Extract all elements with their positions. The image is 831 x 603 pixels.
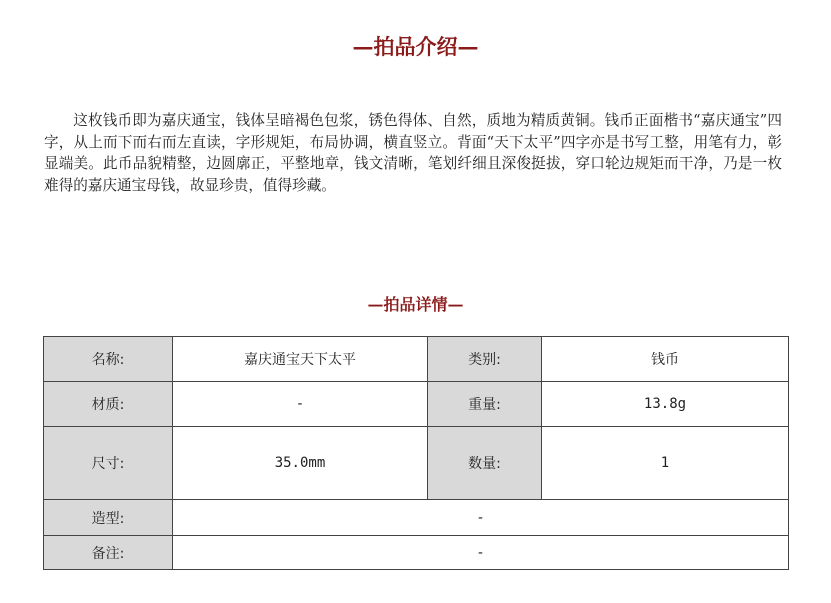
name-value: 嘉庆通宝天下太平: [173, 337, 428, 382]
quantity-value: 1: [542, 427, 789, 500]
size-label: 尺寸:: [44, 427, 173, 500]
table-row: [44, 427, 789, 500]
shape-label: 造型:: [44, 500, 173, 536]
category-value: 钱币: [542, 337, 789, 382]
notes-value: -: [173, 536, 789, 570]
details-table: [43, 336, 789, 570]
intro-heading: —拍品介绍—: [352, 34, 479, 59]
material-label: 材质:: [44, 382, 173, 427]
table-row: [44, 382, 789, 427]
size-value: 35.0mm: [173, 427, 428, 500]
table-row: [44, 536, 789, 570]
notes-label: 备注:: [44, 536, 173, 570]
table-row: [44, 337, 789, 382]
shape-value: -: [173, 500, 789, 536]
name-label: 名称:: [44, 337, 173, 382]
intro-paragraph: 这枚钱币即为嘉庆通宝，钱体呈暗褐色包浆，锈色得体、自然，质地为精质黄铜。钱币正面楷书“嘉庆通宝”四字，从上而下而右而左直读，字形规矩，布局协调，横直竖立。背面“天下太平”四字亦是书写工整，用笔有力，彰显端美。此币品貌精整，边圆廓正，平整地章，钱文清晰，笔划纤细且深俊挺拔，穿口轮边规矩而干净，乃是一枚难得的嘉庆通宝母钱，故显珍贵，值得珍藏。: [44, 112, 782, 194]
details-heading: —拍品详情—: [367, 295, 464, 314]
quantity-label: 数量:: [428, 427, 542, 500]
weight-value: 13.8g: [542, 382, 789, 427]
material-value: -: [173, 382, 428, 427]
category-label: 类别:: [428, 337, 542, 382]
weight-label: 重量:: [428, 382, 542, 427]
table-row: [44, 500, 789, 536]
